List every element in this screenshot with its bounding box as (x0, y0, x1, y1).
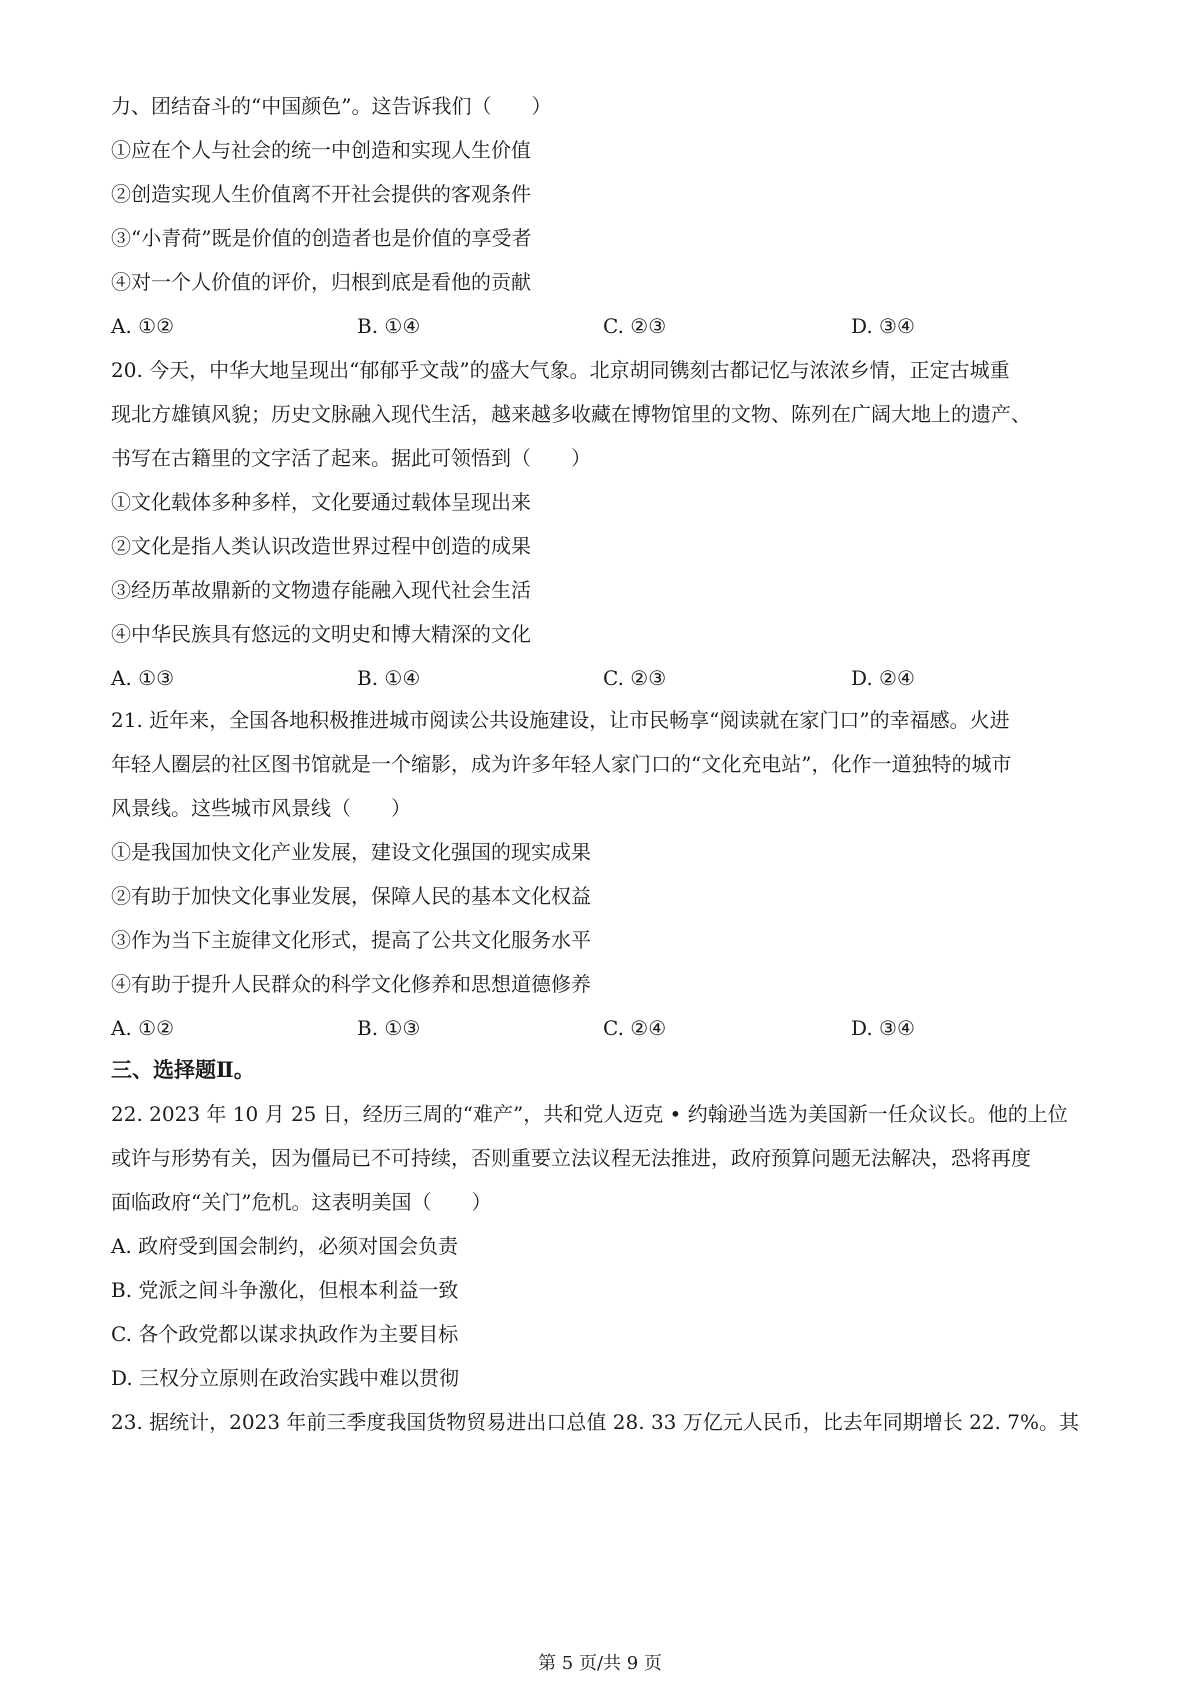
q21-item-3: ③作为当下主旋律文化形式，提高了公共文化服务水平 (111, 928, 591, 952)
q19-option-d: D. ③④ (851, 314, 915, 338)
q19-option-b: B. ①④ (357, 314, 421, 338)
q22-option-b: B. 党派之间斗争激化，但根本利益一致 (111, 1278, 459, 1302)
q22-stem-line-3: 面临政府“关门”危机。这表明美国（ ） (111, 1190, 492, 1214)
q20-item-2: ②文化是指人类认识改造世界过程中创造的成果 (111, 534, 531, 558)
q21-item-4: ④有助于提升人民群众的科学文化修养和思想道德修养 (111, 972, 591, 996)
q21-option-d: D. ③④ (851, 1016, 915, 1040)
section-heading: 三、选择题Ⅱ。 (111, 1057, 255, 1082)
q21-stem-line-3: 风景线。这些城市风景线（ ） (111, 796, 411, 820)
q20-stem-line-1: 20. 今天，中华大地呈现出“郁郁乎文哉”的盛大气象。北京胡同镌刻古都记忆与浓浓乡情，正定古城重 (111, 358, 1010, 382)
q22-option-a: A. 政府受到国会制约，必须对国会负责 (111, 1234, 459, 1258)
q20-stem-line-3: 书写在古籍里的文字活了起来。据此可领悟到（ ） (111, 446, 591, 470)
q21-option-c: C. ②④ (603, 1016, 667, 1040)
q22-stem-line-1: 22. 2023 年 10 月 25 日，经历三周的“难产”，共和党人迈克 • 约翰逊当选为美国新一任众议长。他的上位 (111, 1102, 1068, 1126)
q20-item-3: ③经历革故鼎新的文物遗存能融入现代社会生活 (111, 578, 531, 602)
q19-item-4: ④对一个人价值的评价，归根到底是看他的贡献 (111, 270, 531, 294)
q19-option-a: A. ①② (111, 314, 175, 338)
q22-option-d: D. 三权分立原则在政治实践中难以贯彻 (111, 1366, 460, 1390)
page-number: 第 5 页/共 9 页 (538, 1653, 662, 1674)
q19-item-1: ①应在个人与社会的统一中创造和实现人生价值 (111, 138, 531, 162)
q19-item-2: ②创造实现人生价值离不开社会提供的客观条件 (111, 182, 531, 206)
q20-option-c: C. ②③ (603, 666, 667, 690)
q19-item-3: ③“小青荷”既是价值的创造者也是价值的享受者 (111, 226, 532, 250)
q22-option-c: C. 各个政党都以谋求执政作为主要目标 (111, 1322, 459, 1346)
q20-stem-line-2: 现北方雄镇风貌；历史文脉融入现代生活，越来越多收藏在博物馆里的文物、陈列在广阔大地上的遗产、 (111, 402, 1031, 426)
q22-stem-line-2: 或许与形势有关，因为僵局已不可持续，否则重要立法议程无法推进，政府预算问题无法解决，恐将再度 (111, 1146, 1031, 1170)
q20-option-b: B. ①④ (357, 666, 421, 690)
q21-item-2: ②有助于加快文化事业发展，保障人民的基本文化权益 (111, 884, 591, 908)
q20-option-d: D. ②④ (851, 666, 915, 690)
q20-item-4: ④中华民族具有悠远的文明史和博大精深的文化 (111, 622, 531, 646)
q21-option-b: B. ①③ (357, 1016, 421, 1040)
q21-option-a: A. ①② (111, 1016, 175, 1040)
q21-item-1: ①是我国加快文化产业发展，建设文化强国的现实成果 (111, 840, 591, 864)
q21-stem-line-2: 年轻人圈层的社区图书馆就是一个缩影，成为许多年轻人家门口的“文化充电站”，化作一道独特的城市 (111, 752, 1012, 776)
q19-stem-end: 力、团结奋斗的“中国颜色”。这告诉我们（ ） (111, 94, 552, 118)
q23-stem-start: 23. 据统计，2023 年前三季度我国货物贸易进出口总值 28. 33 万亿元人民币，比去年同期增长 22. 7%。其 (111, 1410, 1079, 1434)
q20-item-1: ①文化载体多种多样，文化要通过载体呈现出来 (111, 490, 531, 514)
q19-option-c: C. ②③ (603, 314, 667, 338)
q21-stem-line-1: 21. 近年来，全国各地积极推进城市阅读公共设施建设，让市民畅享“阅读就在家门口”的幸福感。火进 (111, 708, 1010, 732)
q20-option-a: A. ①③ (111, 666, 175, 690)
